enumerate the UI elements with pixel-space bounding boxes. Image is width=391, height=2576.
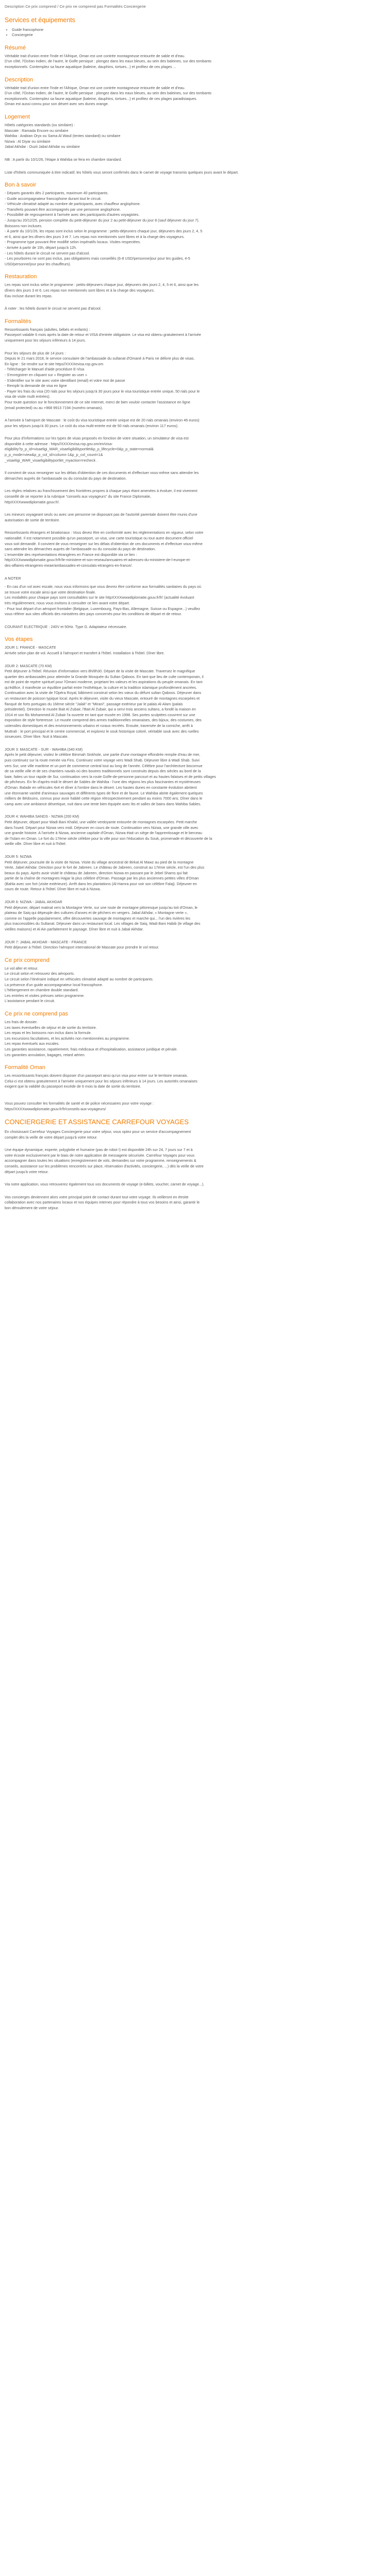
day-heading: JOUR 1: FRANCE - MASCATE (5, 645, 56, 650)
text-line: Les taxes éventuelles de séjour et de sortie du territoire. (5, 1025, 97, 1030)
text-line: - Guide accompagnateur francophone durant tout le circuit. (5, 196, 102, 201)
conciergerie-title: CONCIERGERIE ET ASSISTANCE CARREFOUR VOYAGES (5, 1118, 189, 1126)
conciergerie-p2 (5, 1147, 377, 1175)
text-line: flanqué de forts portugais du 16ème siècle "Jalali" et "Mirani", passage extérieur par le palais Al-Alam (palais (5, 701, 183, 706)
logement-note2: Liste d'hôtels communiquée à titre indicatif, les hôtels vous seront confirmés dans le carnet de voyage transmis quelques jours avant le départ. (5, 170, 239, 175)
courant-electrique: COURANT ELECTRIQUE : 240V et 50Hz. Type G. Adaptateur nécessaire. (5, 624, 127, 629)
text-line: Boissons non incluses. (5, 223, 43, 228)
text-line: de l'Islam en Oman. Le fort du 17ème siècle célèbre pour la ville pour son l'éducation du Souk, promenade et découverte de la (5, 836, 213, 841)
page (0, 0, 382, 1227)
text-line: Wahiba : Arabian Oryx ou Sama Al Wasil (tentes standard) ou similaire (5, 133, 121, 139)
text-line: - En cas d'un vol avec escale, nous vous informons que vous devrez être conforme aux formalités sanitaires du pays où (5, 584, 201, 589)
formalites-p8 (5, 530, 377, 568)
conseils-voyageurs-link[interactable]: https//XXXXwwwdiplomatie.gouv.fr/fr/conseils-aux-voyageurs/ (5, 1106, 106, 1111)
text-line: pour les séjours jusqu'à 30 jours. Le coût du visa multi-entrée est de 50 rials omanais (environ 117 euros). (5, 423, 178, 428)
text-line: L'hébergement en chambre double standard. (5, 988, 79, 993)
day-7 (5, 940, 377, 951)
formalites-p4 (5, 436, 377, 463)
description-text (5, 86, 377, 107)
text-line: très régulièrement, nous vous invitons à consulter ce lien avant votre départ. (5, 600, 130, 605)
text-line: Les frais de dossier. (5, 1019, 38, 1024)
text-line: exceptionnels. Contemplez sa faune aquatique (baleine, dauphins, tortues...) et profitez de ces plages ... (5, 64, 176, 69)
text-line: Après le petit déjeuner, visitez le célèbre Bimmah Sinkhole, une partie d'une montagne effondrée remplie d'eau de mer, (5, 752, 200, 757)
nota-title: A NOTER (5, 575, 21, 581)
visa-simulator-link[interactable]: disponible à cette adresse : https//XXXXevisa.rop.gov.om/en/visa- (5, 441, 113, 446)
day-heading: JOUR 4: WAHIBA SANDS - NIZWA (200 KM) (5, 814, 79, 819)
text-line: (Bahla avec son fort (visite extérieure). Arrêt dans les plantations (Al-Hamra pour voir son célèbre Falaj). Déjeuner en (5, 881, 197, 886)
text-line: Nizwa : Al Diyar ou similaire (5, 139, 51, 144)
text-line: Vos concierges deviennent alors votre principal point de contact durant tout votre voyage. Ils veilleront en étroite (5, 1194, 189, 1199)
text-line: camp avec une ambiance désertique, nuit dans une tente bien équipée avec lits et salles de bains dans Wahiba Sables. (5, 801, 201, 806)
text-line: plateau de Saiq qui dépeuple des cultures d'anxes et de pêchers en vergers. Jabal Akhdar, « Montagne verte », (5, 910, 188, 916)
text-line: - S'enregistrer en cliquant sur « Register as user » (5, 372, 87, 377)
visa-simulator-link[interactable]: p_p_mode=view&p_p_col_id=column-1&p_p_col_count=1& (5, 452, 103, 457)
day-heading: JOUR 5: NIZWA (5, 854, 32, 859)
text-line: présidentiel). Direction le musée Bait Al Zubair, l'Bait Al Zubair, qui a servi trois anciens sultans, a fondé la maison en (5, 707, 196, 712)
list-item: • Guide francophone (12, 27, 377, 33)
text-line: Les repas sont inclus selon le programme : petits-déjeuners chaque jour, déjeuners des jours 2, 4, 5 et 6, ainsi que les (5, 282, 199, 287)
text-line: complet dès la veille de votre départ jusqu'à votre retour. (5, 1134, 97, 1140)
conciergerie-p3 (5, 1182, 377, 1188)
text-line: Eau incluse durant les repas. (5, 293, 53, 298)
text-line: qu'édifice, il manifeste un équilibre parfait entre l'esthétique, la culture et la tradition islamique profondément ancrées. (5, 685, 197, 690)
day-5 (5, 854, 377, 892)
text-line: Celui-ci est obtenu gratuitement à l'arrivée uniquement pour les séjours inférieurs à 14 jours. Les autorités omanaises (5, 1078, 198, 1083)
text-line: Muttrah : le port principal et le centre commercial, et explorez le souk historique coloré, véritable souk avec des ruelles (5, 728, 199, 734)
text-line: une grande histoire. A l'arrivée à Nizwa, ancienne capitale d'Oman, Nizwa était un siège de l'apprentissage et le berceau (5, 831, 202, 836)
resume-text (5, 54, 377, 70)
text-line: En choisissant Carrefour Voyages Conciergerie pour votre séjour, vous optez pour un service d'accompagnement (5, 1129, 191, 1134)
text-line: Le vol aller et retour. (5, 965, 39, 971)
text-line: Passeport valable 6 mois après la date de retour et VISA d'entrée obligatoire. Le visa est obtenu gratuitement à l'arrivée (5, 332, 201, 337)
text-line: accompagner dans toutes les situations (enregistrement de vols, demandes sur votre programme, renseignements & (5, 1158, 197, 1163)
day-heading: JOUR 6: NIZWA - JABAL AKHDAR (5, 900, 62, 905)
text-line: Véritable trait d'union entre l'Inde et l'Afrique, Oman est une contrée montagneuse entourée de sable et d'eau. (5, 85, 185, 90)
text-line: Pour les séjours de plus de 14 jours : (5, 350, 66, 355)
text-line: dans l'oued. Départ pour Nizwa vers midi. Déjeuner en cours de route. Continuation vers Nizwa, une grande ville avec (5, 825, 199, 830)
text-line: Ressortissants étrangers et binationaux : Vous devez être en conformité avec les réglementations en vigueur, selon votre (5, 530, 204, 535)
text-line: - Possibilité de regroupement à l'arrivée avec des participants d'autres voyagistes. (5, 212, 140, 217)
day-2 (5, 664, 377, 740)
text-line: puis continuez sur la route menée via Fins. Continuez votre voyage vers Wadi Shab. Déjeuner libre à Wadi Shab. Suivi (5, 758, 200, 762)
day-heading: JOUR 2: MASCATE (70 KM) (5, 663, 52, 668)
text-line: Vous pouvez consulter les formalités de santé et de police nécessaires pour votre voyage : (5, 1100, 154, 1106)
text-line: - Remplir la demande de visa en ligne (5, 383, 67, 388)
list-item: • Conciergerie (12, 32, 377, 38)
text-line: baie, faites un tour rapide de Sur, continuation vers la route Golfe-de-personne parcourt et au hautes falaises et de petits villages (5, 774, 216, 779)
text-line: d'Oman. Balade en véhicules 4x4 et dîner à l'ombre dans le désert. Les hautes dunes en constante évolution abritent (5, 785, 197, 790)
text-line: comme on l'appelle populairement, offre découvertes sauvage de montagnes et marche qui... l'un des rivières les (5, 916, 190, 921)
text-line: Les règles relatives au franchissement des frontières propres à chaque pays étant amenées à évoluer, il est vivement (5, 488, 198, 494)
text-line: uniquement pour les séjours inférieurs à 14 jours. (5, 337, 86, 343)
text-line: vieille ville. Dîner libre et nuit à l'hôtel. (5, 841, 67, 846)
text-line: vous référer aux sites officiels des ministères des pays concernés pour les conditions de départ et de retour. (5, 612, 182, 617)
conciergerie-p4 (5, 1195, 377, 1211)
text-line: Une équipe dynamique, experte, polyglotte et humaine (pas de robot !) est disponible 24h sur 24, 7 jours sur 7 et à (5, 1147, 193, 1153)
text-line: Pour toute question sur le fonctionnement de ce site internet, merci de bien vouloir contacter l'assistance en ligne (5, 399, 190, 404)
formalite-oman-title: Formalité Oman (5, 1064, 45, 1071)
formalites-title: Formalités (5, 318, 31, 325)
text-line: - Jusqu'au 20/12/25, pension complète du petit-déjeuner du jour 2 au petit-déjeuner du jour 8 (sauf déjeuner du jour 7). (5, 218, 200, 223)
text-line: Oman est aussi connu pour son désert avec ses dunes orange. (5, 101, 109, 107)
text-line: départ jusqu'à votre retour. (5, 1169, 49, 1174)
text-line: de pêcheurs. En fin d'après-midi le désert de Sables de Wahiba - l'une des régions les plus fascinantes et mystérieuses (5, 779, 201, 785)
inclus-text (5, 966, 377, 1004)
formalites-p6 (5, 488, 377, 505)
text-line: - Télécharger le Manuel d'aide procédure E-Visa (5, 367, 85, 372)
formalites-p9 (5, 584, 377, 617)
text-line: démarches auprès de l'ambassade ou du consulat du pays de destination. (5, 476, 127, 481)
text-line: partie de la chaîne de montagnes Hajjar la plus célèbre d'Oman. Passage par les plus anciennes petites villes d'Oman (5, 876, 199, 881)
day-6 (5, 900, 377, 933)
text-line: Via notre application, vous retrouverez également tous vos documents de voyage (e-billets, voucher, carnet de voyage...). (5, 1182, 205, 1187)
text-line: et 6, ainsi que les dîners des jours 3 et 7. Les repas non mentionnés sont libres et à la charge des voyageurs. (5, 234, 185, 239)
text-line: vous soit demandé. Il convient de vous renseigner sur les délais d'obtention de ces documents et d'effectuer vous-même (5, 541, 203, 546)
day-heading: JOUR 7: JABAL AKHDAR - MASCATE - FRANCE (5, 939, 87, 944)
text-line: D'un côté, l'Océan Indien, de l'autre, le Golfe persique : plongez dans les eaux bleues, au sein des baleines, sur des tombants (5, 91, 211, 96)
text-line: Ressortissants français (adultes, bébés et enfants) : (5, 327, 90, 332)
logement-note: NB : A partir du 10/1/26, l'étape à Wahiba se fera en chambre standard. (5, 157, 122, 162)
resume-title: Résumé (5, 44, 26, 51)
exclus-text (5, 1020, 377, 1058)
day-1 (5, 645, 377, 656)
text-line: Les repas et les boissons non inclus dans la formule. (5, 1030, 92, 1036)
visa-simulator-link[interactable]: _visaeligi_WAR_visaeligibilityportlet_myaction=recheck . (5, 457, 98, 463)
text-line: D'un côté, l'Océan Indien, de l'autre, le Golfe persique : plongez dans les eaux bleues, au sein des baleines, sur des tombants (5, 59, 211, 64)
text-line: exposition de style forteresse. Le musée comprend des armes traditionnelles omanaises, des bijoux, des costumes, des (5, 718, 202, 723)
text-line: conseils, assistance sur les problèmes rencontrés sur place, réservation d'activités, conciergerie, ...) dès la veille de votre (5, 1164, 204, 1169)
text-line: Hôtels catégories standards (ou similaire) : (5, 122, 75, 127)
conciergerie-p1 (5, 1129, 377, 1140)
text-line: - Véhicule climatisé adapté au nombre de participants, avec chauffeur anglophone. (5, 201, 141, 207)
text-line: Les ressortissants français doivent disposer d'un passeport ainsi qu'un visa pour entrer sur le territoire omanais. (5, 1073, 188, 1078)
text-line: quartier des ambassades pour atteindre la Grande Mosquée du Sultan Qaboos. En tant que lieu de culte contemporain, il (5, 674, 204, 679)
text-line: Les excursions facultatives, et les activités non mentionnées au programme. (5, 1036, 130, 1041)
text-line: plus inaccessibles du Sultanat. Déjeuner dans un restaurant local. Les villages de Saiq, Wadi Bani Habib (le village des (5, 921, 201, 926)
inclus-title: Ce prix comprend (5, 957, 50, 963)
formalites-p3 (5, 418, 377, 429)
text-line: Les garanties annulation, bagages, retard aérien. (5, 1052, 86, 1057)
evisa-link[interactable]: En ligne : Se rendre sur le site https//XXXXevisa.rop.gov.om (5, 361, 104, 366)
text-line: Les modalités pour chaque pays sont consultables sur le site httpXXXXwwwdiplomatie.gouv.fr/fr/ (actualité évoluant (5, 595, 194, 600)
text-line: Petit déjeuner, départ matinal vers la Montagne Verte, sur une route de montagne pittoresque jusqu'au toit d'Oman, le (5, 905, 198, 910)
text-line: de sa vieille ville et de ses chantiers navals où des boutres traditionnels sont construits depuis des siècles au bord de la (5, 769, 201, 774)
text-line: Petit déjeuner à l'hôtel. Réunion d'information vers 8h/8h30. Départ de la visite de Mascate. Traversez le magnifique (5, 669, 196, 674)
text-line: beaux du pays. Après avoir visité le château de Jabreen, direction Nizwa en passant par le Jebel Shams qui fait (5, 870, 188, 875)
day-4 (5, 814, 377, 847)
text-line: Le circuit selon et retrouvez des aéroports. (5, 971, 75, 976)
restauration-title: Restauration (5, 274, 37, 280)
ambassades-link[interactable]: httpXXXXwwwdiplomatie.gouv.fr/fr/le-ministere-et-son-reseau/annuaires-et-adresses-du-ministere-de-l-europe-et- (5, 557, 191, 563)
logement-text (5, 123, 377, 150)
text-line: Les entrées et visites prévues selon programme. (5, 993, 85, 998)
ambassades-link[interactable]: des-affaires-etrangeres-meae/ambassades-et-consulats-etrangers-en-france/. (5, 563, 133, 568)
exclus-title: Ce prix ne comprend pas (5, 1010, 68, 1017)
text-line: dîners des jours 3 et 6. Les repas non mentionnés sont libres et à la charge des voyageurs. (5, 288, 155, 293)
text-line: - Programme type pouvant être modifié selon impératifs locaux. Visites respectées. (5, 240, 141, 245)
text-line: La présence d'un guide accompagnateur local francophone. (5, 982, 103, 987)
text-line: sinueuses. Dîner libre. Nuit à Mascate. (5, 734, 69, 739)
services-list (12, 27, 377, 38)
text-line: Les garanties assistance, rapatriement, frais médicaux et d'hospitalisation, assistance juridique et pénale. (5, 1046, 178, 1052)
formalite-oman-text (5, 1073, 377, 1090)
bonasavoir-text (5, 191, 377, 267)
text-line: (email protected) ou au +968 9913 7194 (numéro omanais). (5, 405, 103, 410)
text-line: votre écoute exclusivement par le biais de notre application de messagerie sécurisée. Carrefour Voyages pour vous (5, 1153, 194, 1158)
diplomatie-link[interactable]: httpXXXXwwwdiplomatie.gouv.fr/. (5, 499, 60, 504)
text-line: - Payer les frais du visa (20 rials pour les séjours jusqu'à 30 jours pour le visa touristique entrée unique, 50 rials pour le (5, 388, 200, 394)
text-line: Petit déjeuner, départ pour Wadi Bani Khalid, une vallée verdoyante entourée de montagnes escarpées. Petit marche (5, 819, 197, 824)
text-line: - Les hôtels durant le circuit ne servent pas d'alcool. (5, 250, 90, 256)
services-title: Services et équipements (5, 16, 75, 24)
text-line: Jabal Akhdar : Ouzii Jabal Akhdar ou similaire (5, 144, 80, 149)
text-line: exigent que la validité du passeport excède de 6 mois la date de sortie du territoire. (5, 1084, 141, 1089)
visa-simulator-link[interactable]: eligibility?p_p_id=visaeligi_WAR_visaeligibilityportlet&p_p_lifecycle=0&p_p_state=normal& (5, 447, 154, 452)
restauration-note: À noter : les hôtels durant le circuit ne servent pas d'alcool. (5, 306, 102, 311)
text-line: Véritable trait d'union entre l'Inde et l'Afrique, Oman est une contrée montagneuse entourée de sable et d'eau. (5, 53, 185, 58)
text-line: - S'identifier sur le site avec votre identifiant (email) et votre mot de passe (5, 378, 125, 383)
text-line: ustensiles domestiques et des environnements urbains et ruraux recréés. Ensuite, traversée de la corniche, arrêt à (5, 723, 193, 728)
text-line: conseillé de se reporter à la rubrique "conseils aux voyageurs" du site France Diplomatie, (5, 494, 151, 499)
text-line: L'ensemble des représentations étrangères en France est disponible via ce lien : (5, 552, 137, 557)
text-line: - Arrivée à partir de 15h, départ jusqu'à 12h. (5, 245, 77, 250)
formalites-p7 (5, 512, 377, 523)
text-line: Le circuit selon l'itinéraire indiqué en véhicules climatisé adapté au nombre de participants. (5, 977, 154, 981)
text-line: vieilles maisons) et Al Ain parfaitement le paysage. Dîner libre et nuit à Jabal Akhdar. (5, 927, 144, 932)
text-line: Petit déjeuner à l'hôtel. Direction l'aéroport international de Mascate pour prendre le vol retour. (5, 945, 159, 950)
text-line: Les repas éventuels aux escales. (5, 1041, 60, 1046)
restauration-text (5, 282, 377, 299)
text-line: Les mineurs voyageant seuls ou avec une personne ne disposant pas de l'autorité parentale doivent être munis d'une (5, 512, 198, 517)
text-line: - Départs garantis dès 2 participants, maximum 40 participants. (5, 191, 109, 196)
breadcrumb[interactable]: Description Ce prix comprend / Ce prix ne comprend pas Formalités Conciergerie (5, 4, 146, 9)
text-line: - À partir du 10/1/26, les repas sont inclus selon le programme : petits-déjeuners chaque jour, déjeuners des jours 2, 4, 5 (5, 229, 203, 234)
formalites-p1 (5, 327, 377, 344)
text-line: - Pour tout départ d'un aéroport frontalier (Belgique, Luxembourg, Pays-Bas, Allemagne, Suisse ou Espagne...) veuillez (5, 606, 200, 611)
text-line: visa de visite multi entrées). (5, 394, 51, 399)
text-line: USD/personne/jour pour les chauffeurs). (5, 261, 71, 266)
logement-title: Logement (5, 113, 30, 120)
text-line: Continuation avec la visite de l'Opéra Royal, bâtiment construit selon les vœux du défunt sultan Qaboos. Déjeuner dans (5, 690, 201, 696)
text-line: une étonnante variété d'animaux sauvages et différents types de flore et de faune. Le Wahiba abrite également quelques (5, 790, 203, 795)
text-line: sans attendre les démarches auprès de l'ambassade ou du consulat du pays de destination. (5, 547, 156, 552)
text-line: - Transferts pouvant être accompagnés par une personne anglophone. (5, 207, 121, 212)
text-line: Pour plus d'informations sur les types de visas proposés en fonction de votre situation, un simulateur de visa est (5, 436, 189, 441)
text-line: Verte, Jabel Akhdar. Direction pour le fort de Jabreen. Le château de Jabreen, construit au 17ème siècle, est l'un des plus (5, 865, 204, 870)
formalites-p5 (5, 470, 377, 481)
bonasavoir-title: Bon à savoir (5, 182, 37, 189)
description-title: Description (5, 76, 34, 83)
text-line: autorisation de sortie de territoire. (5, 517, 60, 522)
text-line: est de point de repère spirituel pour l'Omani moderne, projetant les valeurs et les aspirations du peuple omanais. En tant (5, 680, 203, 685)
text-line: A l'arrivée à l'aéroport de Mascate : le coût du visa touristique entrée unique est de 20 rials omanais (environ 46 euros) (5, 418, 200, 423)
text-line: collaboration avec nos partenaires locaux et nos équipes internes pour répondre à tous vos besoins et ainsi, garantir le (5, 1200, 200, 1205)
text-line: Petit déjeuner, poursuite de la visite de Nizwa. Visite du village ancestral de Birkat Al Mawz au pied de la montagne (5, 859, 194, 865)
formalites-p2 (5, 351, 377, 411)
text-line: Depuis le 21 mars 2018, le service consulaire de l'ambassade du sultanat d'Omané à Paris ne délivre plus de visas. (5, 356, 195, 361)
text-line: L'assistance pendant le circuit. (5, 998, 55, 1004)
text-line: un restaurant de poisson typique local. Après le déjeuner, visite du vieux Mascate, entouré de montagnes escarpées et (5, 696, 200, 701)
etapes-title: Vos étapes (5, 636, 33, 643)
day-3 (5, 747, 377, 807)
text-line: bon déroulement de votre séjour. (5, 1206, 59, 1211)
text-line: vers Sur, une ville maritime et un port de commerce central tout au long de l'année. Célèbre pour l'architecture biscornue (5, 763, 203, 768)
text-line: nationalité. Il est notamment possible qu'un passeport, un visa, une carte touristique ou tout autre document officiel (5, 536, 193, 540)
text-line: milliers de Bédouins, connus pour avoir habité cette région rétrospectivement pendant au moins 7000 ans. Dîner dans le (5, 796, 203, 801)
text-line: 1914 et son fils Mohammed Al Zubair l'a ouverte en tant que musée en 1998. Ses portes sculptées couvrent sur une (5, 712, 196, 717)
formalite-oman-p2 (5, 1101, 377, 1112)
text-line: Il convient de vous renseigner sur les délais d'obtention de ces documents et d'effectuer vous-même sans attendre les (5, 470, 199, 476)
text-line: Mascate : Ramada Encore ou similaire (5, 128, 69, 133)
day-heading: JOUR 3: MASCATE - SUR - WAHIBA (340 KM) (5, 747, 83, 752)
text-line: cours de route. Retour à l'hôtel. Dîner libre et nuit à Nizwa. (5, 887, 101, 892)
text-line: exceptionnels. Contemplez sa faune aquatique (baleine, dauphins, tortues...) et profitez de ces plages paradisiaques. (5, 96, 198, 101)
text-line: Arrivée selon plan de vol. Accueil à l'aéroport et transfert à l'hôtel. Installation à l'hôtel. Dîner libre. (5, 650, 165, 655)
text-line: se trouve votre escale ainsi que votre destination finale. (5, 589, 96, 595)
text-line: - Les pourboires ne sont pas inclus, pas obligatoires mais conseillés (6-8 USD/personne/jour pour les guides, 4-5 (5, 256, 190, 261)
